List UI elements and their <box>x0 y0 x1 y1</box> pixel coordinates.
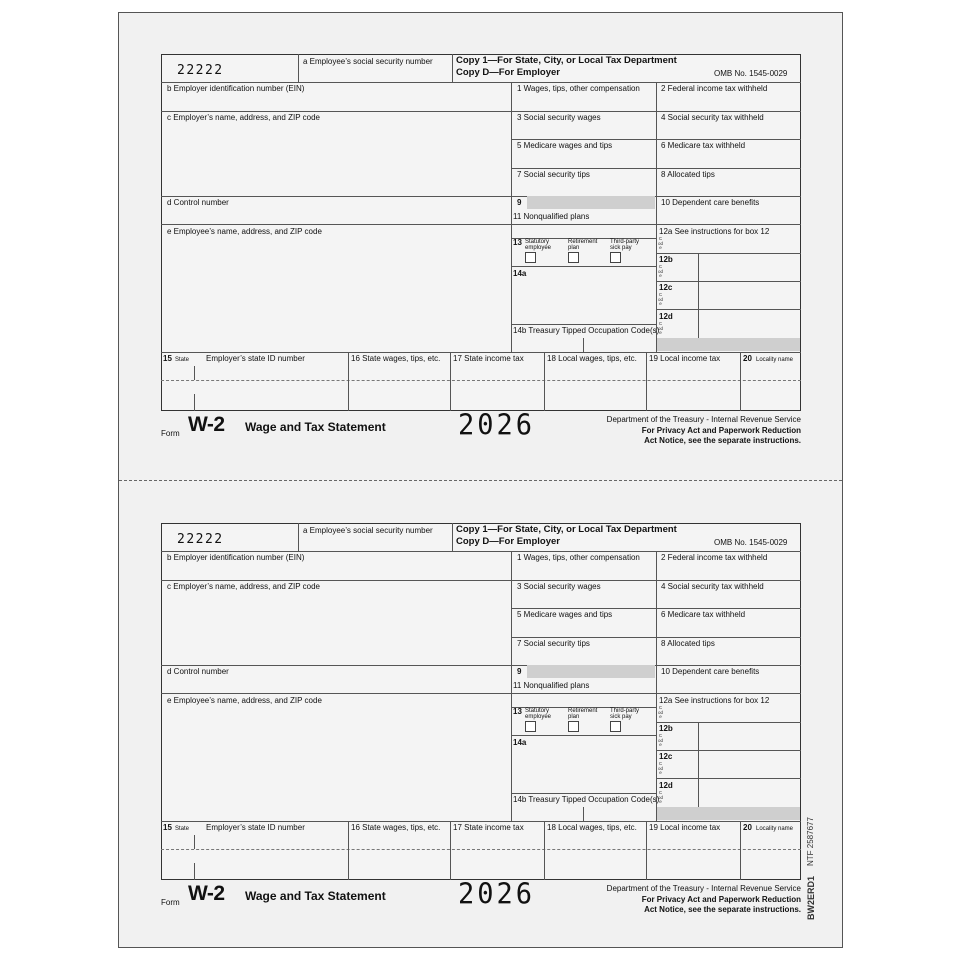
box5-label: 5 Medicare wages and tips <box>517 141 613 150</box>
form-rule <box>698 722 699 807</box>
thirdparty-label: Third-party sick pay <box>610 239 640 251</box>
form-word: Form <box>161 898 180 907</box>
ein-label: b Employer identification number (EIN) <box>167 553 305 562</box>
form-rule <box>194 394 195 411</box>
box2-label: 2 Federal income tax withheld <box>661 84 768 93</box>
box12d-label: 12d <box>659 781 673 790</box>
form-rule <box>544 352 545 411</box>
form-rule <box>646 352 647 411</box>
employee-name-label: e Employee’s name, address, and ZIP code <box>167 696 322 705</box>
form-rule <box>450 821 451 880</box>
statutory-checkbox[interactable] <box>525 721 536 732</box>
box12-shade <box>657 338 800 351</box>
locality-label: Locality name <box>756 826 794 832</box>
locality-label: Locality name <box>756 357 794 363</box>
form-rule <box>511 324 656 325</box>
box9-shade <box>527 196 655 209</box>
omb-number: OMB No. 1545-0029 <box>714 538 788 547</box>
ssn-label: a Employee’s social security number <box>303 57 433 66</box>
irs-department: Department of the Treasury - Internal Revenue Service <box>606 415 801 424</box>
copy1-label: Copy 1—For State, City, or Local Tax Department <box>456 55 677 66</box>
form-word: Form <box>161 429 180 438</box>
copyd-label: Copy D—For Employer <box>456 67 560 78</box>
box16-label: 16 State wages, tips, etc. <box>351 354 441 363</box>
omb-number: OMB No. 1545-0029 <box>714 69 788 78</box>
box1-label: 1 Wages, tips, other compensation <box>517 553 640 562</box>
box12a-code-label: Code <box>658 705 664 719</box>
box12a-label: 12a See instructions for box 12 <box>659 227 770 236</box>
employee-name-label: e Employee’s name, address, and ZIP code <box>167 227 322 236</box>
form-rule <box>511 735 656 736</box>
box9-label: 9 <box>517 198 522 207</box>
box13-label: 13 <box>513 238 522 247</box>
box16-label: 16 State wages, tips, etc. <box>351 823 441 832</box>
box9-label: 9 <box>517 667 522 676</box>
form-rule <box>161 551 801 552</box>
form-rule <box>161 224 801 225</box>
ntf-code: NTF 2587677 <box>806 817 815 866</box>
box12b-label: 12b <box>659 255 673 264</box>
privacy-line-1: For Privacy Act and Paperwork Reduction <box>641 426 801 435</box>
ein-label: b Employer identification number (EIN) <box>167 84 305 93</box>
box20-label: 20 <box>743 354 752 363</box>
box14b-label: 14b Treasury Tipped Occupation Code(s) <box>513 326 660 335</box>
box9-shade <box>527 665 655 678</box>
box12d-code-label: Code <box>658 790 664 804</box>
form-rule <box>583 338 584 352</box>
box18-label: 18 Local wages, tips, etc. <box>547 354 637 363</box>
box3-label: 3 Social security wages <box>517 582 601 591</box>
thirdparty-checkbox[interactable] <box>610 252 621 263</box>
box12-shade <box>657 807 800 820</box>
form-rule <box>656 253 801 254</box>
box17-label: 17 State income tax <box>453 823 524 832</box>
form-rule <box>656 778 801 779</box>
thirdparty-checkbox[interactable] <box>610 721 621 732</box>
form-rule <box>511 551 512 821</box>
employer-name-label: c Employer’s name, address, and ZIP code <box>167 582 320 591</box>
box15-label: 15 <box>163 823 172 832</box>
form-rule <box>740 352 741 411</box>
ssn-label: a Employee’s social security number <box>303 526 433 535</box>
form-rule <box>511 82 512 352</box>
tax-year: 2026 <box>458 878 536 911</box>
box8-label: 8 Allocated tips <box>661 639 715 648</box>
box6-label: 6 Medicare tax withheld <box>661 610 746 619</box>
form-rule <box>298 523 299 551</box>
form-rule <box>656 750 801 751</box>
w2-form-top <box>161 54 801 474</box>
statutory-label: Statutory employee <box>525 239 552 251</box>
box1-label: 1 Wages, tips, other compensation <box>517 84 640 93</box>
form-rule <box>656 309 801 310</box>
box3-label: 3 Social security wages <box>517 113 601 122</box>
irs-department: Department of the Treasury - Internal Revenue Service <box>606 884 801 893</box>
box6-label: 6 Medicare tax withheld <box>661 141 746 150</box>
box12d-label: 12d <box>659 312 673 321</box>
box8-label: 8 Allocated tips <box>661 170 715 179</box>
box4-label: 4 Social security tax withheld <box>661 113 764 122</box>
control-number-label: d Control number <box>167 198 229 207</box>
copyd-label: Copy D—For Employer <box>456 536 560 547</box>
state-label: State <box>175 826 190 832</box>
form-rule <box>161 380 801 381</box>
box15-label: 15 <box>163 354 172 363</box>
form-title: Wage and Tax Statement <box>245 889 386 903</box>
statutory-checkbox[interactable] <box>525 252 536 263</box>
box12b-code-label: Code <box>658 264 664 278</box>
form-rule <box>161 693 801 694</box>
box12c-label: 12c <box>659 752 673 761</box>
form-title: Wage and Tax Statement <box>245 420 386 434</box>
privacy-line-2: Act Notice, see the separate instructions. <box>644 436 801 445</box>
box11-label: 11 Nonqualified plans <box>513 212 590 221</box>
box13-label: 13 <box>513 707 522 716</box>
form-rule <box>450 352 451 411</box>
box14a-label: 14a <box>513 738 527 747</box>
box12c-code-label: Code <box>658 292 664 306</box>
form-rule <box>298 54 299 82</box>
box12a-code-label: Code <box>658 236 664 250</box>
control-code: 22222 <box>177 63 224 78</box>
form-rule <box>452 523 453 551</box>
form-rule <box>161 580 801 581</box>
form-rule <box>194 863 195 880</box>
state-label: State <box>175 357 190 363</box>
form-rule <box>161 665 801 666</box>
box14b-label: 14b Treasury Tipped Occupation Code(s) <box>513 795 660 804</box>
control-number-label: d Control number <box>167 667 229 676</box>
form-rule <box>656 82 657 352</box>
box14a-label: 14a <box>513 269 527 278</box>
form-rule <box>740 821 741 880</box>
form-code: BW2ERD1 <box>806 875 816 920</box>
form-rule <box>698 253 699 338</box>
form-rule <box>348 352 349 411</box>
form-rule <box>161 82 801 83</box>
w2-form-bottom <box>161 523 801 943</box>
box18-label: 18 Local wages, tips, etc. <box>547 823 637 832</box>
statutory-label: Statutory employee <box>525 708 552 720</box>
form-rule <box>161 196 801 197</box>
form-rule <box>161 849 801 850</box>
privacy-line-2: Act Notice, see the separate instructions. <box>644 905 801 914</box>
retirement-label: Retirement plan <box>568 708 598 720</box>
state-id-label: Employer’s state ID number <box>206 823 305 832</box>
retirement-checkbox[interactable] <box>568 252 579 263</box>
form-rule <box>194 835 195 849</box>
box19-label: 19 Local income tax <box>649 823 721 832</box>
state-id-label: Employer’s state ID number <box>206 354 305 363</box>
box11-label: 11 Nonqualified plans <box>513 681 590 690</box>
box5-label: 5 Medicare wages and tips <box>517 610 613 619</box>
form-rule <box>656 722 801 723</box>
form-name: W-2 <box>188 882 225 905</box>
form-rule <box>583 807 584 821</box>
form-rule <box>452 54 453 82</box>
box4-label: 4 Social security tax withheld <box>661 582 764 591</box>
box12b-label: 12b <box>659 724 673 733</box>
privacy-line-1: For Privacy Act and Paperwork Reduction <box>641 895 801 904</box>
box10-label: 10 Dependent care benefits <box>661 667 760 676</box>
thirdparty-label: Third-party sick pay <box>610 708 640 720</box>
form-rule <box>511 266 656 267</box>
tax-year: 2026 <box>458 409 536 442</box>
box7-label: 7 Social security tips <box>517 170 590 179</box>
form-rule <box>544 821 545 880</box>
form-rule <box>656 281 801 282</box>
box20-label: 20 <box>743 823 752 832</box>
box19-label: 19 Local income tax <box>649 354 721 363</box>
perforation-line <box>119 480 842 481</box>
form-rule <box>348 821 349 880</box>
box10-label: 10 Dependent care benefits <box>661 198 760 207</box>
control-code: 22222 <box>177 532 224 547</box>
box7-label: 7 Social security tips <box>517 639 590 648</box>
form-rule <box>194 366 195 380</box>
copy1-label: Copy 1—For State, City, or Local Tax Department <box>456 524 677 535</box>
box12b-code-label: Code <box>658 733 664 747</box>
retirement-checkbox[interactable] <box>568 721 579 732</box>
box12c-code-label: Code <box>658 761 664 775</box>
form-rule <box>161 111 801 112</box>
form-rule <box>161 821 801 822</box>
form-rule <box>656 551 657 821</box>
box12d-code-label: Code <box>658 321 664 335</box>
employer-name-label: c Employer’s name, address, and ZIP code <box>167 113 320 122</box>
form-rule <box>161 352 801 353</box>
retirement-label: Retirement plan <box>568 239 598 251</box>
box17-label: 17 State income tax <box>453 354 524 363</box>
form-rule <box>511 793 656 794</box>
form-rule <box>646 821 647 880</box>
box12a-label: 12a See instructions for box 12 <box>659 696 770 705</box>
box12c-label: 12c <box>659 283 673 292</box>
form-name: W-2 <box>188 413 225 436</box>
box2-label: 2 Federal income tax withheld <box>661 553 768 562</box>
